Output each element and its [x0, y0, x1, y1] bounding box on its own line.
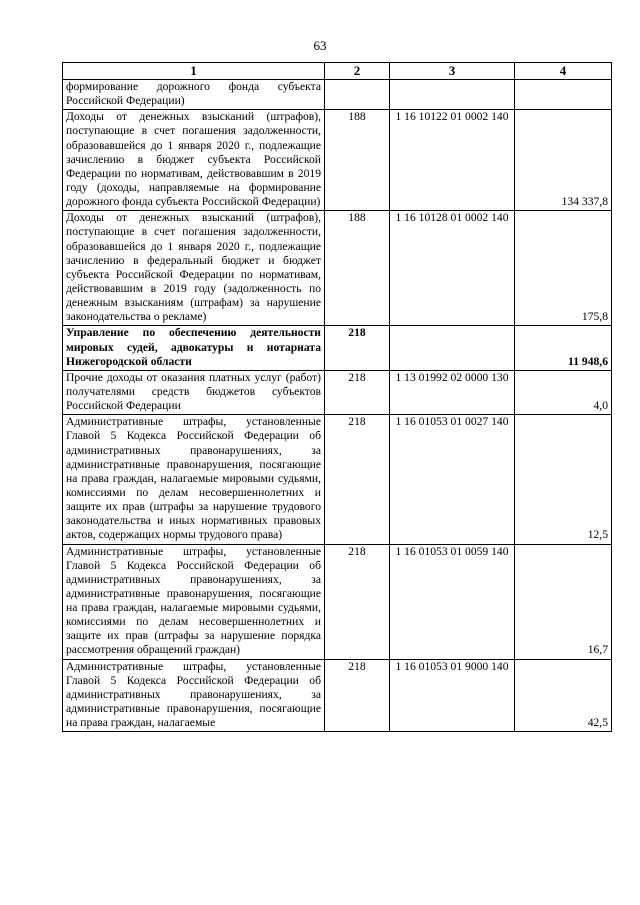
row-admin-code-cell: 218 — [325, 544, 390, 659]
row-name-cell: Административные штрафы, установленные Главой 5 Кодекса Российской Федерации об административных правонарушениях, за административные правонарушения, посягающие на права граждан, налагаемые мировыми судьями, комиссиями по делам несовершеннолетних и защите их прав (штрафы за нарушение порядка рассмотрения обращений граждан) — [63, 544, 325, 659]
row-admin-code-cell: 218 — [325, 659, 390, 732]
row-name-cell: Управление по обеспечению деятельности мировых судей, адвокатуры и нотариата Нижегородской области — [63, 326, 325, 370]
header-col-3: 3 — [390, 63, 515, 80]
row-budget-code-cell: 1 16 10122 01 0002 140 — [390, 110, 515, 211]
table-row — [63, 370, 612, 414]
row-admin-code-cell: 218 — [325, 415, 390, 544]
table-row — [63, 80, 612, 110]
row-name-cell: формирование дорожного фонда субъекта Российской Федерации) — [63, 80, 325, 110]
row-admin-code-cell — [325, 80, 390, 110]
table-row — [63, 211, 612, 326]
header-col-2: 2 — [325, 63, 390, 80]
row-amount-cell — [515, 80, 612, 110]
table-row — [63, 659, 612, 732]
page-number: 63 — [313, 38, 327, 53]
table-row — [63, 415, 612, 544]
row-admin-code-cell: 188 — [325, 110, 390, 211]
row-name-cell: Административные штрафы, установленные Главой 5 Кодекса Российской Федерации об административных правонарушениях, за административные правонарушения, посягающие на права граждан, налагаемые — [63, 659, 325, 732]
row-budget-code-cell — [390, 80, 515, 110]
header-col-4: 4 — [515, 63, 612, 80]
table-row — [63, 326, 612, 370]
table-header-row — [63, 63, 612, 80]
row-budget-code-cell: 1 16 01053 01 0059 140 — [390, 544, 515, 659]
revenue-table — [62, 62, 612, 732]
row-name-cell: Доходы от денежных взысканий (штрафов), поступающие в счет погашения задолженности, образовавшейся до 1 января 2020 г., подлежащие зачислению в федеральный бюджет и бюджет субъекта Российской Федерации по нормативам, действовавшим в 2019 году (задолженность по денежным взысканиям (штрафам) за нарушение законодательства о рекламе) — [63, 211, 325, 326]
row-amount-cell: 12,5 — [515, 415, 612, 544]
row-amount-cell: 175,8 — [515, 211, 612, 326]
row-amount-cell: 4,0 — [515, 370, 612, 414]
table-row — [63, 110, 612, 211]
row-admin-code-cell: 188 — [325, 211, 390, 326]
row-budget-code-cell: 1 16 10128 01 0002 140 — [390, 211, 515, 326]
table-row — [63, 544, 612, 659]
row-budget-code-cell: 1 13 01992 02 0000 130 — [390, 370, 515, 414]
row-amount-cell: 16,7 — [515, 544, 612, 659]
row-amount-cell: 134 337,8 — [515, 110, 612, 211]
row-name-cell: Административные штрафы, установленные Главой 5 Кодекса Российской Федерации об административных правонарушениях, за административные правонарушения, посягающие на права граждан, налагаемые мировыми судьями, комиссиями по делам несовершеннолетних и защите их прав (штрафы за нарушение трудового законодательства и иных нормативных правовых актов, содержащих нормы трудового права) — [63, 415, 325, 544]
row-name-cell: Доходы от денежных взысканий (штрафов), поступающие в счет погашения задолженности, образовавшейся до 1 января 2020 г., подлежащие зачислению в бюджет субъекта Российской Федерации по нормативам, действовавшим в 2019 году (доходы, направляемые на формирование дорожного фонда субъекта Российской Федерации) — [63, 110, 325, 211]
row-amount-cell: 11 948,6 — [515, 326, 612, 370]
row-admin-code-cell: 218 — [325, 370, 390, 414]
row-admin-code-cell: 218 — [325, 326, 390, 370]
row-budget-code-cell — [390, 326, 515, 370]
row-amount-cell: 42,5 — [515, 659, 612, 732]
row-budget-code-cell: 1 16 01053 01 0027 140 — [390, 415, 515, 544]
row-budget-code-cell: 1 16 01053 01 9000 140 — [390, 659, 515, 732]
row-name-cell: Прочие доходы от оказания платных услуг (работ) получателями средств бюджетов субъектов Российской Федерации — [63, 370, 325, 414]
header-col-1: 1 — [63, 63, 325, 80]
